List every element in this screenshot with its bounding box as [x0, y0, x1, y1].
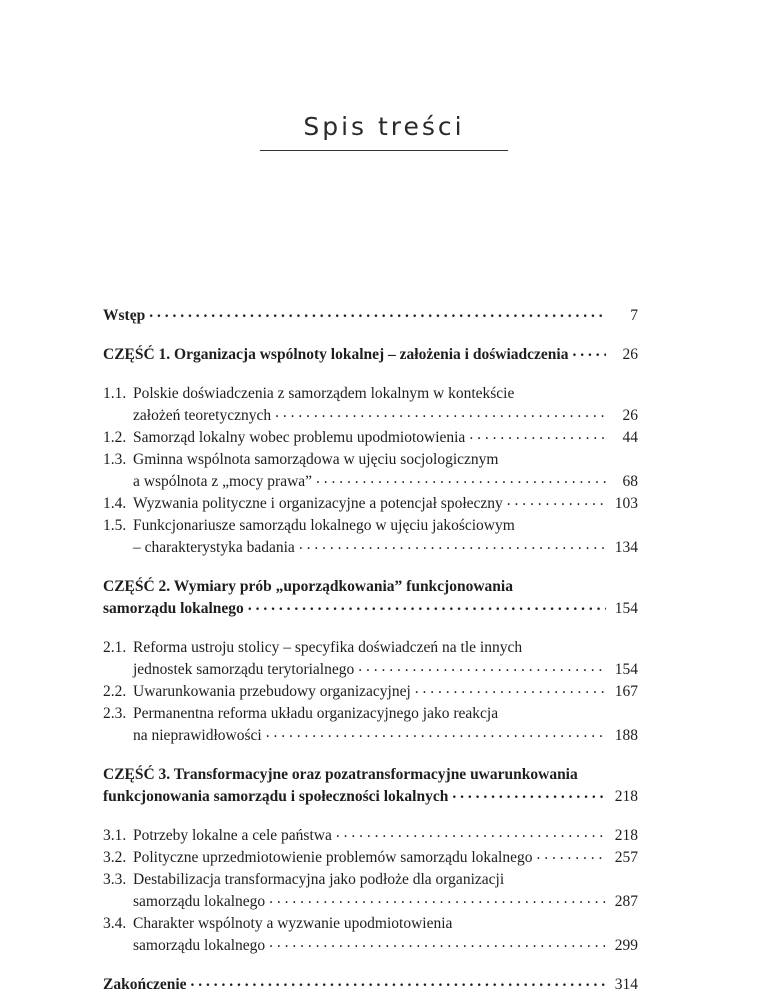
toc-dot-leader: [269, 892, 606, 906]
toc-entry-title: Polskie doświadczenia z samorządem lokalnym w kontekście: [133, 385, 515, 402]
toc-dot-leader: [536, 848, 606, 862]
toc-entry-title: na nieprawidłowości: [133, 727, 262, 744]
toc-chapter-entry: [103, 515, 638, 559]
toc-page-number: 218: [614, 827, 638, 844]
toc-dot-leader: [415, 682, 606, 696]
toc-line: [103, 703, 638, 725]
toc-entry-title: Polityczne uprzedmiotowienie problemów samorządu lokalnego: [133, 849, 533, 866]
toc-page-number: 314: [614, 976, 638, 993]
toc-entry-number: 1.5.: [103, 517, 127, 534]
toc-dot-leader: [266, 726, 606, 740]
toc-dot-leader: [275, 406, 606, 420]
toc-chapter-entry: [103, 637, 638, 681]
toc-entry-title: założeń teoretycznych: [133, 407, 272, 424]
toc-line: [103, 825, 638, 847]
toc-part-entry: [103, 576, 638, 620]
toc-entry-number: 2.2.: [103, 683, 127, 700]
toc-line: [103, 891, 638, 913]
toc-entry-number: 2.3.: [103, 705, 127, 722]
toc-page-number: 154: [614, 600, 638, 617]
toc-entry-title: Samorząd lokalny wobec problemu upodmiotowienia: [133, 429, 466, 446]
toc-line: [103, 764, 638, 786]
toc-entry-title: CZĘŚĆ 1. Organizacja wspólnoty lokalnej – założenia i doświadczenia: [103, 346, 569, 363]
toc-entry-title: – charakterystyka badania: [133, 539, 295, 556]
toc-chapter-entry: [103, 681, 638, 703]
toc-entry-title: jednostek samorządu terytorialnego: [133, 661, 355, 678]
toc-page-number: 167: [614, 683, 638, 700]
toc-dot-leader: [572, 345, 606, 359]
toc-page-number: 44: [622, 429, 638, 446]
toc-page-number: 7: [630, 307, 638, 324]
toc-page-number: 188: [614, 727, 638, 744]
toc-dot-leader: [191, 975, 606, 989]
title-rule: [260, 150, 508, 151]
toc-page-number: 134: [614, 539, 638, 556]
toc-entry-title: CZĘŚĆ 3. Transformacyjne oraz pozatransformacyjne uwarunkowania: [103, 766, 578, 783]
toc-dot-leader: [149, 306, 606, 320]
toc-line: [103, 637, 638, 659]
toc-line: [103, 493, 638, 515]
toc-line: [103, 537, 638, 559]
toc-part-entry: [103, 974, 638, 996]
toc-part-entry: [103, 764, 638, 808]
toc-line: [103, 847, 638, 869]
toc-chapter-entry: [103, 427, 638, 449]
toc-chapter-entry: [103, 449, 638, 493]
toc-line: [103, 427, 638, 449]
toc-entry-number: 1.4.: [103, 495, 127, 512]
toc-dot-leader: [299, 538, 606, 552]
toc-line: [103, 659, 638, 681]
toc-entry-title: Potrzeby lokalne a cele państwa: [133, 827, 332, 844]
toc-entry-title: samorządu lokalnego: [133, 893, 266, 910]
toc-part-entry: [103, 344, 638, 366]
toc-page-number: 26: [622, 346, 638, 363]
toc-entry-title: Wyzwania polityczne i organizacyjne a potencjał społeczny: [133, 495, 503, 512]
toc-part-entry: [103, 305, 638, 327]
toc-entry-number: 3.4.: [103, 915, 127, 932]
toc-dot-leader: [316, 472, 606, 486]
toc-page-number: 218: [614, 788, 638, 805]
toc-chapter-entry: [103, 493, 638, 515]
toc-line: [103, 681, 638, 703]
toc-dot-leader: [469, 428, 606, 442]
toc-line: [103, 383, 638, 405]
toc-entry-number: 3.2.: [103, 849, 127, 866]
toc-line: [103, 935, 638, 957]
toc-line: [103, 305, 638, 327]
toc-entry-number: 3.1.: [103, 827, 127, 844]
toc-entry-title: Charakter wspólnoty a wyzwanie upodmiotowienia: [133, 915, 453, 932]
toc-dot-leader: [358, 660, 606, 674]
toc-line: [103, 576, 638, 598]
toc-line: [103, 515, 638, 537]
toc-entry-number: 3.3.: [103, 871, 127, 888]
toc-chapter-entry: [103, 869, 638, 913]
table-of-contents: [103, 305, 638, 996]
toc-chapter-entry: [103, 383, 638, 427]
toc-dot-leader: [452, 787, 606, 801]
toc-entry-title: a wspólnota z „mocy prawa”: [133, 473, 313, 490]
toc-entry-title: Funkcjonariusze samorządu lokalnego w ujęciu jakościowym: [133, 517, 515, 534]
toc-entry-number: 1.1.: [103, 385, 127, 402]
toc-page-number: 299: [614, 937, 638, 954]
toc-page-number: 26: [622, 407, 638, 424]
toc-line: [103, 449, 638, 471]
toc-line: [103, 786, 638, 808]
toc-dot-leader: [269, 936, 606, 950]
toc-entry-title: samorządu lokalnego: [103, 600, 244, 617]
toc-dot-leader: [248, 599, 606, 613]
toc-line: [103, 344, 638, 366]
toc-entry-title: Gminna wspólnota samorządowa w ujęciu socjologicznym: [133, 451, 499, 468]
toc-page-number: 68: [622, 473, 638, 490]
toc-dot-leader: [507, 494, 606, 508]
toc-entry-title: funkcjonowania samorządu i społeczności lokalnych: [103, 788, 449, 805]
toc-line: [103, 598, 638, 620]
toc-line: [103, 913, 638, 935]
toc-chapter-entry: [103, 913, 638, 957]
toc-entry-title: Reforma ustroju stolicy – specyfika doświadczeń na tle innych: [133, 639, 523, 656]
toc-page-number: 154: [614, 661, 638, 678]
toc-line: [103, 725, 638, 747]
toc-entry-title: CZĘŚĆ 2. Wymiary prób „uporządkowania” funkcjonowania: [103, 578, 513, 595]
toc-entry-title: Permanentna reforma układu organizacyjnego jako reakcja: [133, 705, 499, 722]
toc-entry-number: 1.3.: [103, 451, 127, 468]
toc-dot-leader: [336, 826, 606, 840]
toc-entry-number: 2.1.: [103, 639, 127, 656]
toc-line: [103, 405, 638, 427]
page-title: Spis treści: [303, 112, 465, 141]
toc-entry-title: Uwarunkowania przebudowy organizacyjnej: [133, 683, 411, 700]
toc-entry-title: Destabilizacja transformacyjna jako podłoże dla organizacji: [133, 871, 505, 888]
toc-page-number: 287: [614, 893, 638, 910]
toc-chapter-entry: [103, 847, 638, 869]
toc-entry-title: samorządu lokalnego: [133, 937, 266, 954]
toc-chapter-entry: [103, 825, 638, 847]
toc-entry-title: Zakończenie: [103, 976, 187, 993]
toc-page-number: 103: [614, 495, 638, 512]
toc-line: [103, 869, 638, 891]
toc-chapter-entry: [103, 703, 638, 747]
toc-line: [103, 471, 638, 493]
toc-entry-number: 1.2.: [103, 429, 127, 446]
toc-entry-title: Wstęp: [103, 307, 146, 324]
toc-page-number: 257: [614, 849, 638, 866]
toc-line: [103, 974, 638, 996]
